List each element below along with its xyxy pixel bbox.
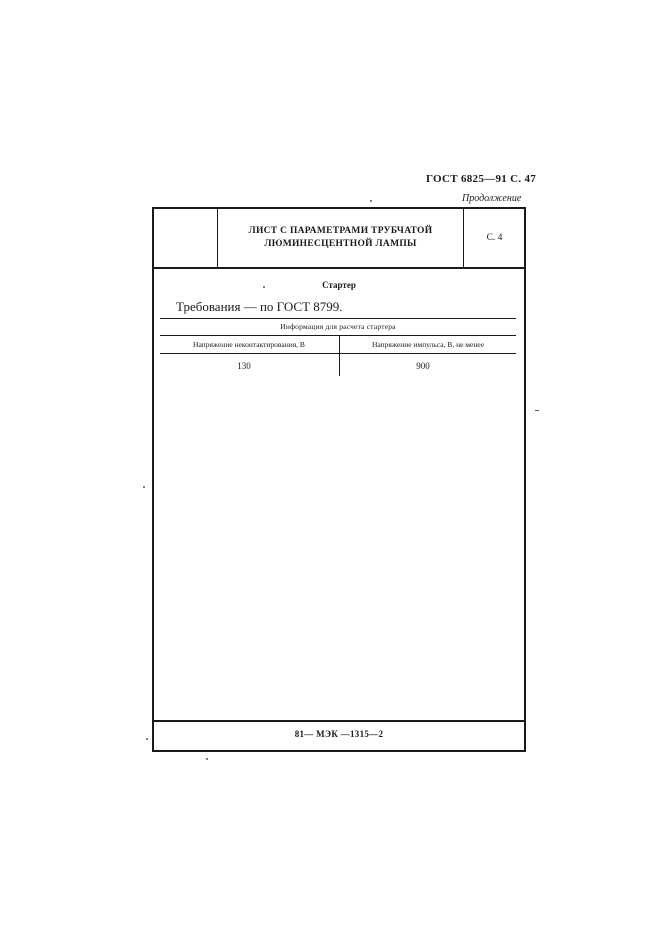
section-title: Стартер	[322, 280, 356, 290]
scan-speck	[206, 758, 208, 760]
sheet-title-line-1: ЛИСТ С ПАРАМЕТРАМИ ТРУБЧАТОЙ	[248, 226, 433, 236]
scan-speck	[143, 486, 145, 488]
footer-rule	[154, 720, 524, 722]
scan-speck	[535, 410, 539, 411]
table-caption-rule	[160, 335, 516, 336]
header-divider	[154, 267, 524, 269]
scan-speck	[146, 738, 148, 740]
requirements-text: Требования — по ГОСТ 8799.	[176, 299, 343, 314]
table-header-rule	[160, 353, 516, 354]
sheet-title	[218, 209, 464, 267]
table-cell: 130	[237, 361, 251, 371]
continuation-label: Продолжение	[462, 193, 522, 204]
table-top-rule	[160, 318, 516, 319]
scan-speck	[370, 200, 372, 202]
document-code: ГОСТ 6825—91 С. 47	[426, 173, 537, 185]
sheet-page-number: С. 4	[486, 233, 503, 243]
table-header-cell: Напряжение неконтактирования, В	[193, 340, 305, 349]
footer-text: 81— МЭК —1315—2	[294, 729, 384, 739]
header-empty-cell	[154, 209, 218, 267]
table-header-cell: Напряжение импульса, В, не менее	[371, 340, 485, 349]
table-caption: Информация для расчета стартера	[280, 322, 396, 331]
table-cell: 900	[416, 361, 430, 371]
scan-speck	[263, 286, 265, 288]
sheet-frame	[152, 207, 526, 752]
sheet-title-line-2: ЛЮМИНЕСЦЕНТНОЙ ЛАМПЫ	[264, 239, 417, 249]
